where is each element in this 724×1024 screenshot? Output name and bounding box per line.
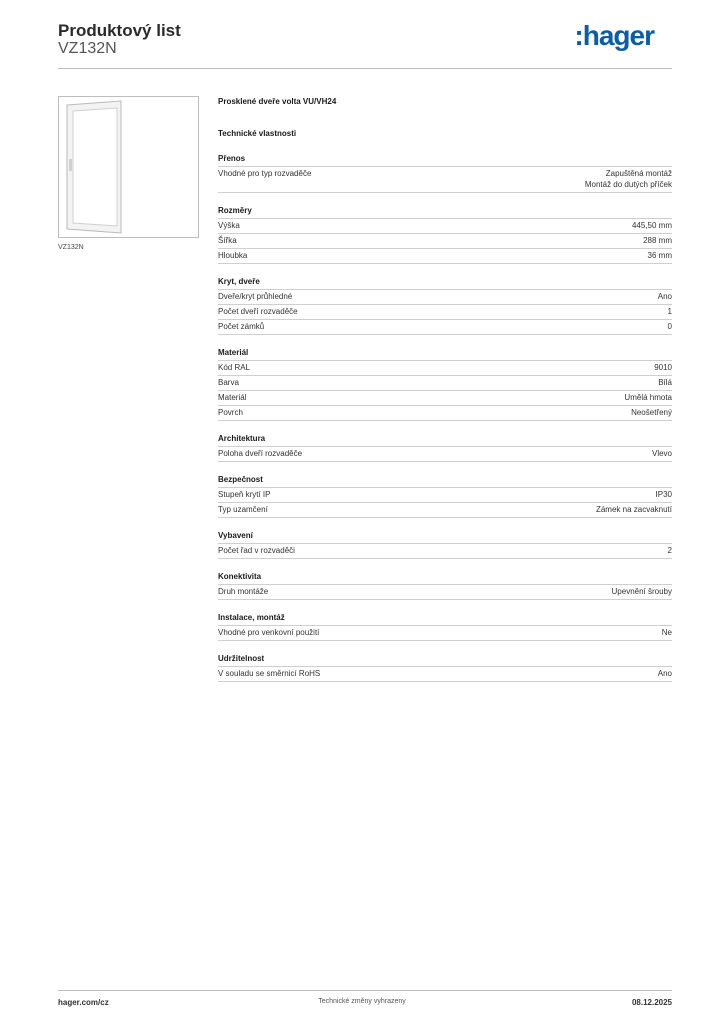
spec-section — [218, 433, 672, 462]
spec-row — [218, 167, 672, 193]
spec-row — [218, 544, 672, 559]
spec-label: Výška — [218, 221, 240, 230]
spec-label: Poloha dveří rozvaděče — [218, 449, 303, 458]
spec-label: Dveře/kryt průhledné — [218, 292, 293, 301]
spec-value: Bílá — [658, 378, 672, 387]
spec-value: 288 mm — [643, 236, 672, 245]
section-title: Přenos — [218, 153, 672, 167]
product-name: Prosklené dveře volta VU/VH24 — [218, 97, 337, 106]
spec-label: Počet řad v rozvaděči — [218, 546, 295, 555]
spec-row — [218, 406, 672, 421]
spec-section — [218, 571, 672, 600]
spec-row — [218, 234, 672, 249]
footer-website[interactable]: hager.com/cz — [58, 998, 109, 1007]
spec-label: Druh montáže — [218, 587, 269, 596]
spec-label: Kód RAL — [218, 363, 251, 372]
spec-value: Ne — [661, 628, 672, 637]
spec-value: 0 — [667, 322, 672, 331]
spec-value: 445,50 mm — [631, 221, 672, 230]
spec-row — [218, 376, 672, 391]
section-title: Vybavení — [218, 530, 672, 544]
image-caption: VZ132N — [58, 244, 84, 251]
spec-label: Barva — [218, 378, 239, 387]
spec-row — [218, 447, 672, 462]
spec-value: 36 mm — [647, 251, 672, 260]
spec-value: Neošetřený — [631, 408, 672, 417]
spec-content — [218, 96, 672, 682]
spec-row — [218, 626, 672, 641]
spec-value: IP30 — [655, 490, 672, 499]
page-header — [58, 20, 672, 70]
spec-section — [218, 474, 672, 518]
page-title: Produktový list — [58, 21, 181, 40]
spec-value: Ano — [657, 669, 672, 678]
tech-heading: Technické vlastnosti — [218, 129, 297, 138]
footer-divider — [58, 990, 672, 991]
spec-section — [218, 347, 672, 421]
spec-section — [218, 276, 672, 335]
section-title: Rozměry — [218, 205, 672, 219]
section-title: Udržitelnost — [218, 653, 672, 667]
section-title: Konektivita — [218, 571, 672, 585]
footer-date: 08.12.2025 — [631, 998, 672, 1007]
spec-row — [218, 320, 672, 335]
spec-row — [218, 290, 672, 305]
spec-row — [218, 219, 672, 234]
spec-value: 1 — [667, 307, 672, 316]
spec-label: Materiál — [218, 393, 247, 402]
spec-value: Vlevo — [651, 449, 672, 458]
hager-logo: :hager — [574, 20, 654, 51]
spec-label: Povrch — [218, 408, 243, 417]
product-image — [58, 96, 199, 238]
section-title: Architektura — [218, 433, 672, 447]
footer-note: Technické změny vyhrazeny — [318, 998, 406, 1005]
spec-row — [218, 391, 672, 406]
spec-row — [218, 585, 672, 600]
spec-row — [218, 503, 672, 518]
spec-value: Ano — [657, 292, 672, 301]
spec-section — [218, 153, 672, 193]
spec-row — [218, 249, 672, 264]
spec-section — [218, 530, 672, 559]
spec-value: Upevnění šrouby — [611, 587, 672, 596]
section-title: Bezpečnost — [218, 474, 672, 488]
spec-value: Zámek na zacvaknutí — [595, 505, 672, 514]
spec-label: Hloubka — [218, 251, 248, 260]
spec-label: Počet dveří rozvaděče — [218, 307, 298, 316]
spec-value: 9010 — [654, 363, 672, 372]
section-title: Materiál — [218, 347, 672, 361]
spec-label: Vhodné pro typ rozvaděče — [218, 169, 312, 178]
product-code: VZ132N — [58, 40, 117, 57]
spec-label: Typ uzamčení — [218, 505, 268, 514]
spec-section — [218, 612, 672, 641]
section-title: Kryt, dveře — [218, 276, 672, 290]
spec-label: Stupeň krytí IP — [218, 490, 271, 499]
spec-row — [218, 667, 672, 682]
section-title: Instalace, montáž — [218, 612, 672, 626]
spec-value: Zapuštěná montáž Montáž do dutých příček — [584, 169, 672, 189]
spec-label: V souladu se směrnicí RoHS — [218, 669, 321, 678]
spec-row — [218, 361, 672, 376]
header-divider — [58, 68, 672, 69]
spec-section — [218, 653, 672, 682]
spec-sections — [218, 153, 672, 682]
spec-section — [218, 205, 672, 264]
spec-row — [218, 305, 672, 320]
spec-value: Umělá hmota — [624, 393, 672, 402]
spec-label: Počet zámků — [218, 322, 265, 331]
spec-label: Vhodné pro venkovní použití — [218, 628, 320, 637]
spec-label: Šířka — [218, 236, 237, 245]
spec-value: 2 — [667, 546, 672, 555]
spec-row — [218, 488, 672, 503]
